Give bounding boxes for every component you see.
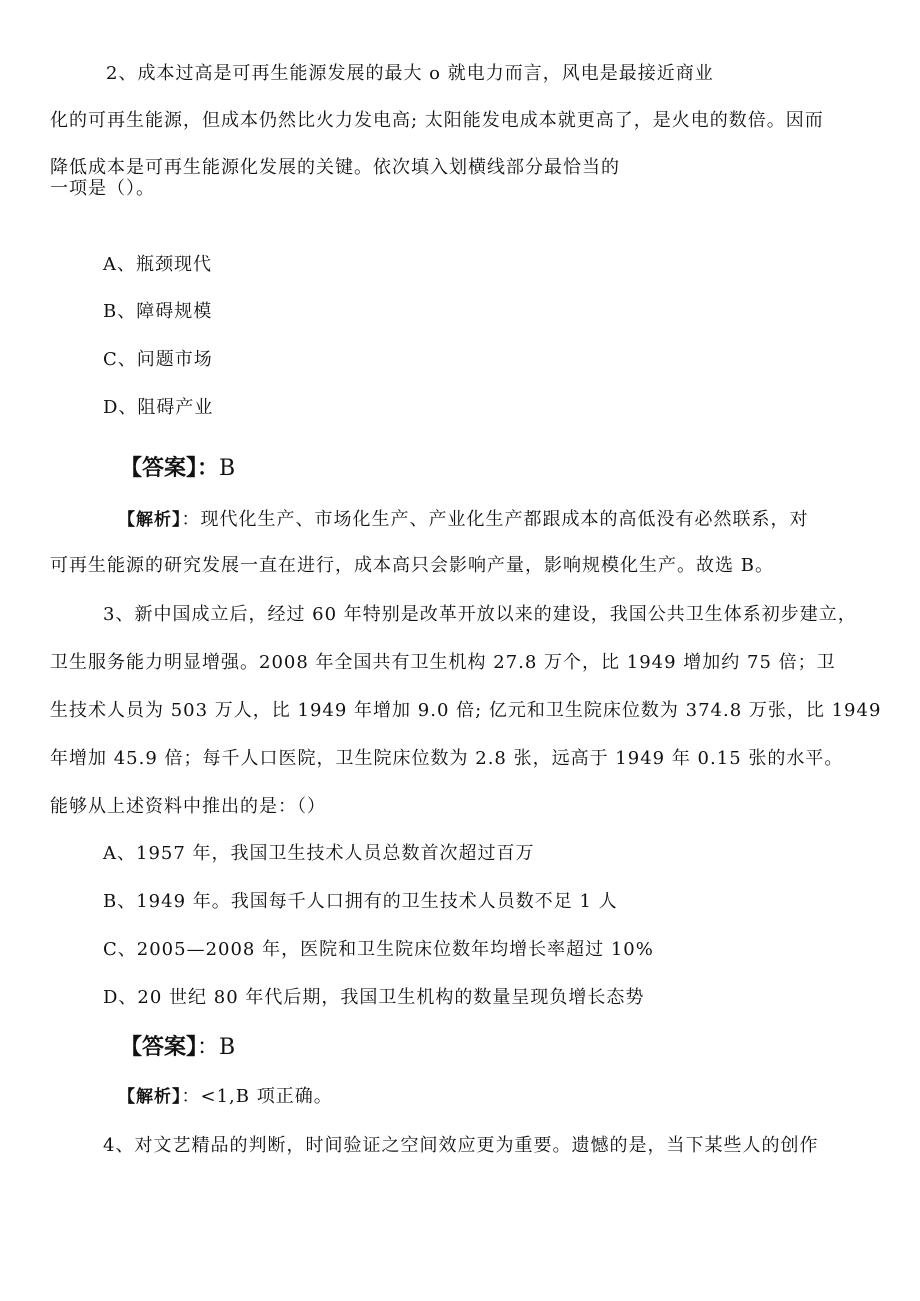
q2-explanation-line-2: 可再生能源的研究发展一直在进行，成本高只会影响产量，影响规模化生产。故选 B。 xyxy=(50,555,774,576)
q3-option-b: B、1949 年。我国每千人口拥有的卫生技术人员数不足 1 人 xyxy=(103,891,618,912)
q3-stem-line-4: 年增加 45.9 倍；每千人口医院，卫生院床位数为 2.8 张，远高于 1949 年 0.15 张的水平。 xyxy=(50,748,844,769)
q2-answer-label: 【答案】： xyxy=(120,456,220,481)
q2-option-d: D、阻碍产业 xyxy=(103,397,214,418)
q2-explanation-text-1: ：现代化生产、市场化生产、产业化生产都跟成本的高低没有必然联系，对 xyxy=(181,509,809,530)
q2-explanation-label: 【解析】 xyxy=(118,510,182,530)
q3-option-a: A、1957 年，我国卫生技术人员总数首次超过百万 xyxy=(103,843,535,864)
q2-answer-value: B xyxy=(219,456,236,481)
q3-option-d: D、20 世纪 80 年代后期，我国卫生机构的数量呈现负增长态势 xyxy=(103,987,645,1008)
q2-stem-line-3: 降低成本是可再生能源化发展的关键。依次填入划横线部分最恰当的 xyxy=(50,157,620,178)
q3-stem-line-5: 能够从上述资料中推出的是：（） xyxy=(50,796,326,817)
q2-option-c: C、问题市场 xyxy=(103,349,213,370)
q3-option-c: C、2005—2008 年，医院和卫生院床位数年均增长率超过 10% xyxy=(103,939,654,960)
q2-explanation-line-1 xyxy=(118,508,809,532)
q3-answer-value: ：B xyxy=(197,1035,236,1060)
q3-explanation-label: 【解析】 xyxy=(118,1087,182,1107)
q2-stem-line-2: 化的可再生能源，但成本仍然比火力发电高; 太阳能发电成本就更高了，是火电的数倍。因而 xyxy=(50,110,824,131)
q2-stem-line-4: 一项是（）。 xyxy=(50,178,155,199)
q3-answer-label: 【答案】 xyxy=(120,1035,198,1060)
q4-stem-line-1: 4、对文艺精品的判断，时间验证之空间效应更为重要。遗憾的是，当下某些人的创作 xyxy=(103,1135,819,1156)
q3-stem-line-2: 卫生服务能力明显增强。2008 年全国共有卫生机构 27.8 万个，比 1949 增加约 75 倍；卫 xyxy=(50,652,836,673)
q3-explanation-text: ：<1,B 项正确。 xyxy=(181,1086,333,1107)
q2-answer xyxy=(120,455,235,483)
q3-explanation xyxy=(118,1085,333,1109)
q3-stem-line-3: 生技术人员为 503 万人，比 1949 年增加 9.0 倍; 亿元和卫生院床位数为 374.8 万张，比 1949 xyxy=(50,700,882,721)
q3-answer xyxy=(120,1034,235,1062)
q2-option-a: A、瓶颈现代 xyxy=(103,254,212,275)
q3-stem-line-1: 3、新中国成立后，经过 60 年特别是改革开放以来的建设，我国公共卫生体系初步建立， xyxy=(103,604,857,625)
q2-option-b: B、障碍规模 xyxy=(103,301,213,322)
q2-stem-line-1: 2、成本过高是可再生能源发展的最大 o 就电力而言，风电是最接近商业 xyxy=(106,63,714,84)
